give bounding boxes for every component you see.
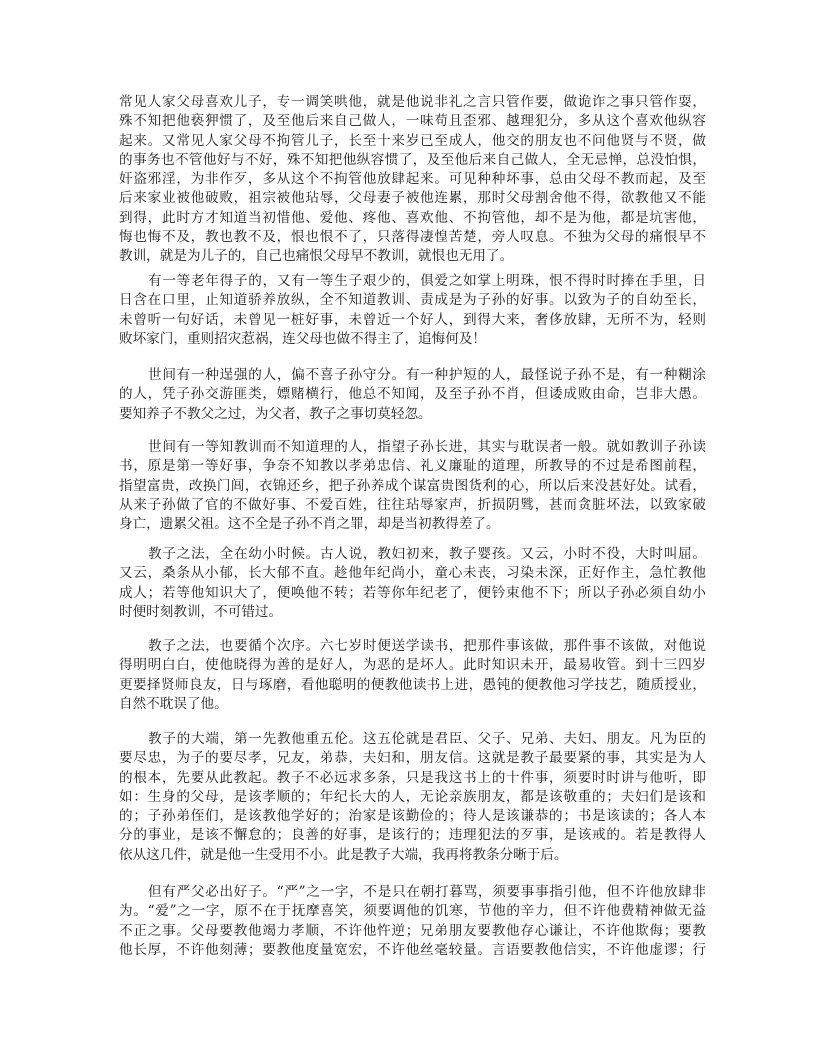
- text-line: 世间有一等知教训而不知道理的人，指望子孙长进，其实与耽误者一般。就如教训子孙读: [148, 439, 706, 455]
- paragraph: [119, 366, 706, 424]
- paragraph: [119, 883, 706, 960]
- text-line: 到得，此时方才知道当初惜他、爱他、疼他、喜欢他、不拘管他，却不是为他，都是坑害他，: [119, 209, 706, 226]
- text-line: 如：生身的父母，是该孝顺的；年纪长大的人，无论亲族朋友，都是该敬重的；夫妇们是该和: [119, 788, 706, 805]
- paragraph: [119, 637, 706, 714]
- text-line: 后来家业被他破败，祖宗被他玷辱，父母妻子被他连累，那时父母割舍他不得，欲教他又不能: [119, 190, 706, 207]
- text-line: 悔也悔不及，教也教不及，恨也恨不了，只落得凄惶苦楚，旁人叹息。不独为父母的痛恨早不: [119, 229, 706, 246]
- paragraph: [119, 545, 706, 622]
- text-line: 自然不耽误了他。: [119, 695, 228, 712]
- text-line: 成人；若等他知识大了，便唤他不转；若等你年纪老了，便钤束他不下；所以子孙必须自幼小: [119, 584, 706, 601]
- text-line: 的；子孙弟侄们，是该教他学好的；治家是该勤俭的；待人是该谦恭的；书是该读的；各人本: [119, 808, 706, 825]
- text-line: 未曾听一句好话，未曾见一桩好事，未曾近一个好人，到得大来，奢侈放肆，无所不为，轻则: [119, 311, 706, 328]
- text-line: 不正之事。父母要教他竭力孝顺，不许他忤逆；兄弟朋友要教他存心谦让，不许他欺侮；要教: [119, 922, 706, 939]
- text-line: 日含在口里，止知道骄养放纵，全不知道教训、责成是为子孙的好事。以致为子的自幼至长，: [119, 292, 706, 309]
- text-line: 殊不知把他亵狎惯了，及至他后来自己做人，一味苟且歪邪、越理犯分，多从这个喜欢他纵容: [119, 113, 706, 130]
- paragraph: [119, 272, 706, 349]
- text-line: 常见人家父母喜欢儿子，专一调笑哄他，就是他说非礼之言只管作要，做诡诈之事只管作耍，: [119, 94, 706, 110]
- text-line: 时便时刻教训，不可错过。: [119, 603, 283, 620]
- text-line: 教训，就是为儿子的，自己也痛恨父母早不教训，就恨也无用了。: [119, 248, 514, 265]
- text-line: 要尽忠，为子的要尽孝，兄友，弟恭，夫妇和，朋友信。这就是教子最要紧的事，其实是为人: [119, 750, 706, 767]
- text-line: 教子之法，全在幼小时候。古人说，教妇初来，教子婴孩。又云，小时不役，大时叫屈。: [148, 546, 706, 562]
- text-line: 败坏家门，重则招灾惹祸，连父母也做不得主了，追悔何及！: [119, 330, 487, 347]
- text-line: 又云，桑条从小郁，长大郁不直。趁他年纪尚小，童心未丧，习染未深，正好作主，急忙教他: [119, 565, 706, 582]
- text-line: 的人，凭子孙交游匪类，嫖赌横行，他总不知闻，及至子孙不肖，但诿成败由命，岂非大愚。: [119, 386, 706, 403]
- text-line: 奸盗邪淫，为非作歹，多从这个不拘管他放肆起来。可见种种坏事，总由父母不教而起，及至: [119, 171, 706, 188]
- text-line: 得明明白白，使他晓得为善的是好人，为恶的是坏人。此时知识未开，最易收管。到十三四岁: [119, 657, 706, 674]
- text-line: 他长厚，不许他刻薄；要教他度量宽宏，不许他丝毫较量。言语要教他信实，不许他虚谬；行: [119, 941, 706, 958]
- text-line: 依从这几件，就是他一生受用不小。此是教子大端，我再将教条分晰于后。: [119, 846, 568, 863]
- text-line: 从来子孙做了官的不做好事、不爱百姓，往往玷辱家声，折损阴骘，甚而贪脏坏法，以致家破: [119, 496, 706, 513]
- text-line: 但有严父必出好子。“严”之一字，不是只在朝打暮骂，须要事事指引他，但不许他放肆非: [148, 884, 706, 900]
- paragraph: [119, 438, 706, 534]
- text-line: 为。“爱”之一字，原不在于抚摩喜笑，须要调他的饥寒，节他的辛力，但不许他费精神做无益: [119, 903, 706, 920]
- text-line: 要知养子不教父之过，为父者，教子之事切莫轻忽。: [119, 405, 432, 422]
- text-line: 身亡，遗累父祖。这不全是子孙不肖之罪，却是当初教得差了。: [119, 516, 500, 533]
- text-line: 的事务也不管他好与不好，殊不知把他纵容惯了，及至他后来自己做人，全无忌惮，总没怕惧，: [119, 151, 706, 168]
- text-line: 起来。又常见人家父母不拘管儿子，长至十来岁已至成人，他交的朋友也不问他贤与不贤，做: [119, 132, 706, 149]
- text-line: 有一等老年得子的，又有一等生子艰少的，俱爱之如掌上明珠，恨不得时时捧在手里，日: [148, 273, 706, 289]
- text-line: 更要择贤师良友，日与琢磨，看他聪明的便教他读书上进，愚钝的便教他习学技艺，随质授业，: [119, 676, 706, 693]
- text-line: 世间有一种逞强的人，偏不喜子孙守分。有一种护短的人，最怪说子孙不是，有一种糊涂: [148, 367, 706, 383]
- text-line: 教子的大端，第一先教他重五伦。这五伦就是君臣、父子、兄弟、夫妇、朋友。凡为臣的: [148, 731, 706, 747]
- text-line: 的根本，先要从此教起。教子不必远求多条，只是我这书上的十件事，须要时时讲与他听，即: [119, 769, 706, 786]
- text-line: 分的事业，是该不懈怠的；良善的好事，是该行的；违理犯法的歹事，是该戒的。若是教得人: [119, 827, 706, 844]
- text-line: 指望富贵，改换门闾，衣锦还乡，把子孙养成个谋富贵图货利的心，所以后来没甚好处。试看，: [119, 477, 706, 494]
- text-line: 书，原是第一等好事，争奈不知教以孝弟忠信、礼义廉耻的道理，所教导的不过是希图前程，: [119, 458, 706, 475]
- paragraph: [119, 730, 706, 865]
- text-line: 教子之法，也要循个次序。六七岁时便送学读书，把那件事该做，那件事不该做，对他说: [148, 638, 706, 654]
- paragraph: [119, 93, 706, 267]
